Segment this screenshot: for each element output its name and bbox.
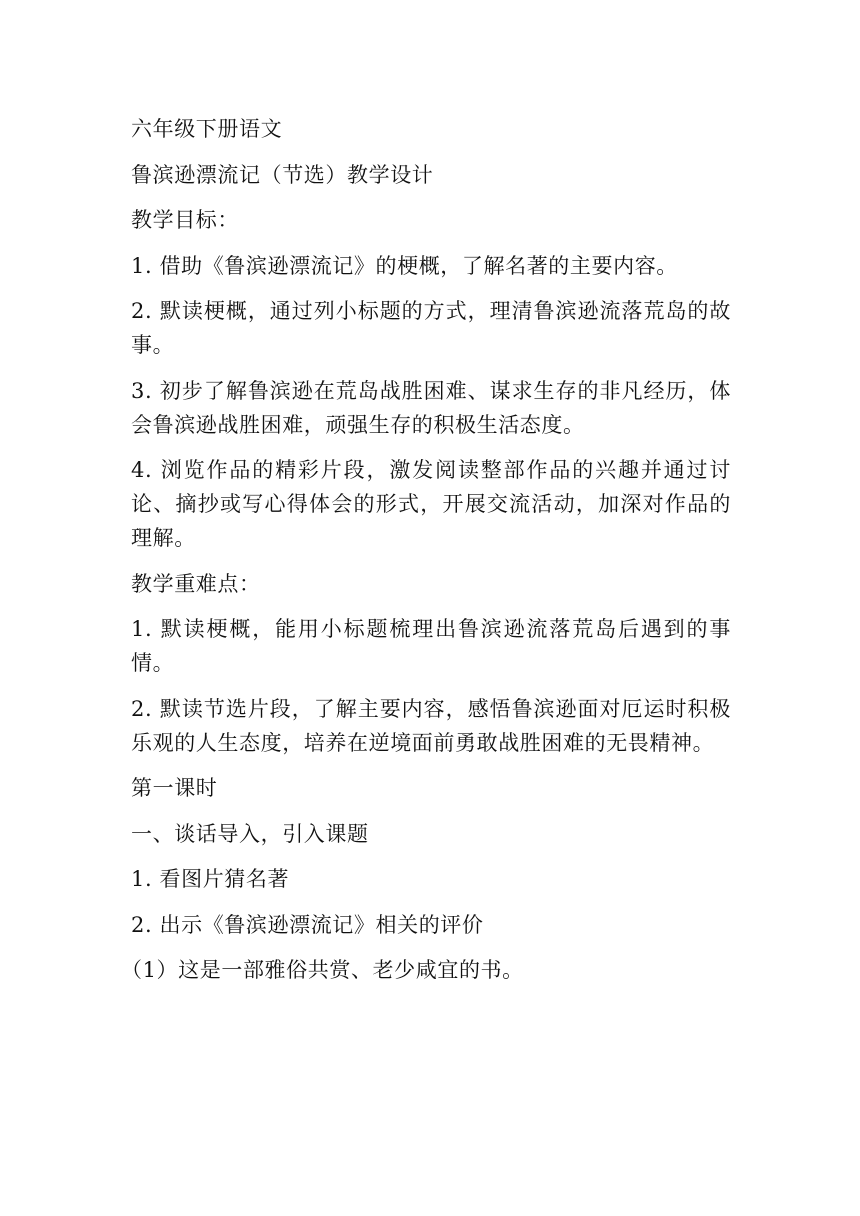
section-one-heading: 一、谈话导入，引入课题 [131, 821, 369, 846]
objective-4: 4. 浏览作品的精彩片段，激发阅读整部作品的兴趣并通过讨论、摘抄或写心得体会的形式，开展交流活动，加深对作品的理解。 [131, 458, 731, 550]
step-2: 2. 出示《鲁滨逊漂流记》相关的评价 [131, 912, 484, 937]
document-page [121, 112, 731, 999]
objective-1: 1. 借助《鲁滨逊漂流记》的梗概，了解名著的主要内容。 [131, 253, 678, 278]
objective-2: 2. 默读梗概，通过列小标题的方式，理清鲁滨逊流落荒岛的故事。 [131, 299, 731, 357]
step-1: 1. 看图片猜名著 [131, 867, 290, 891]
objective-3: 3. 初步了解鲁滨逊在荒岛战胜困难、谋求生存的非凡经历，体会鲁滨逊战胜困难，顽强生存的积极生活态度。 [131, 378, 731, 437]
key-points-heading: 教学重难点： [131, 571, 261, 596]
key-point-1: 1. 默读梗概，能用小标题梳理出鲁滨逊流落荒岛后遇到的事情。 [131, 617, 731, 675]
key-point-2: 2. 默读节选片段，了解主要内容，感悟鲁滨逊面对厄运时积极乐观的人生态度，培养在逆境面前勇敢战胜困难的无畏精神。 [131, 696, 731, 755]
first-lesson-heading: 第一课时 [131, 776, 218, 800]
lesson-title: 鲁滨逊漂流记（节选）教学设计 [131, 162, 434, 187]
comment-1: （1）这是一部雅俗共赏、老少咸宜的书。 [121, 958, 524, 982]
objectives-heading: 教学目标： [131, 208, 239, 232]
grade-subject-line: 六年级下册语文 [131, 117, 283, 141]
